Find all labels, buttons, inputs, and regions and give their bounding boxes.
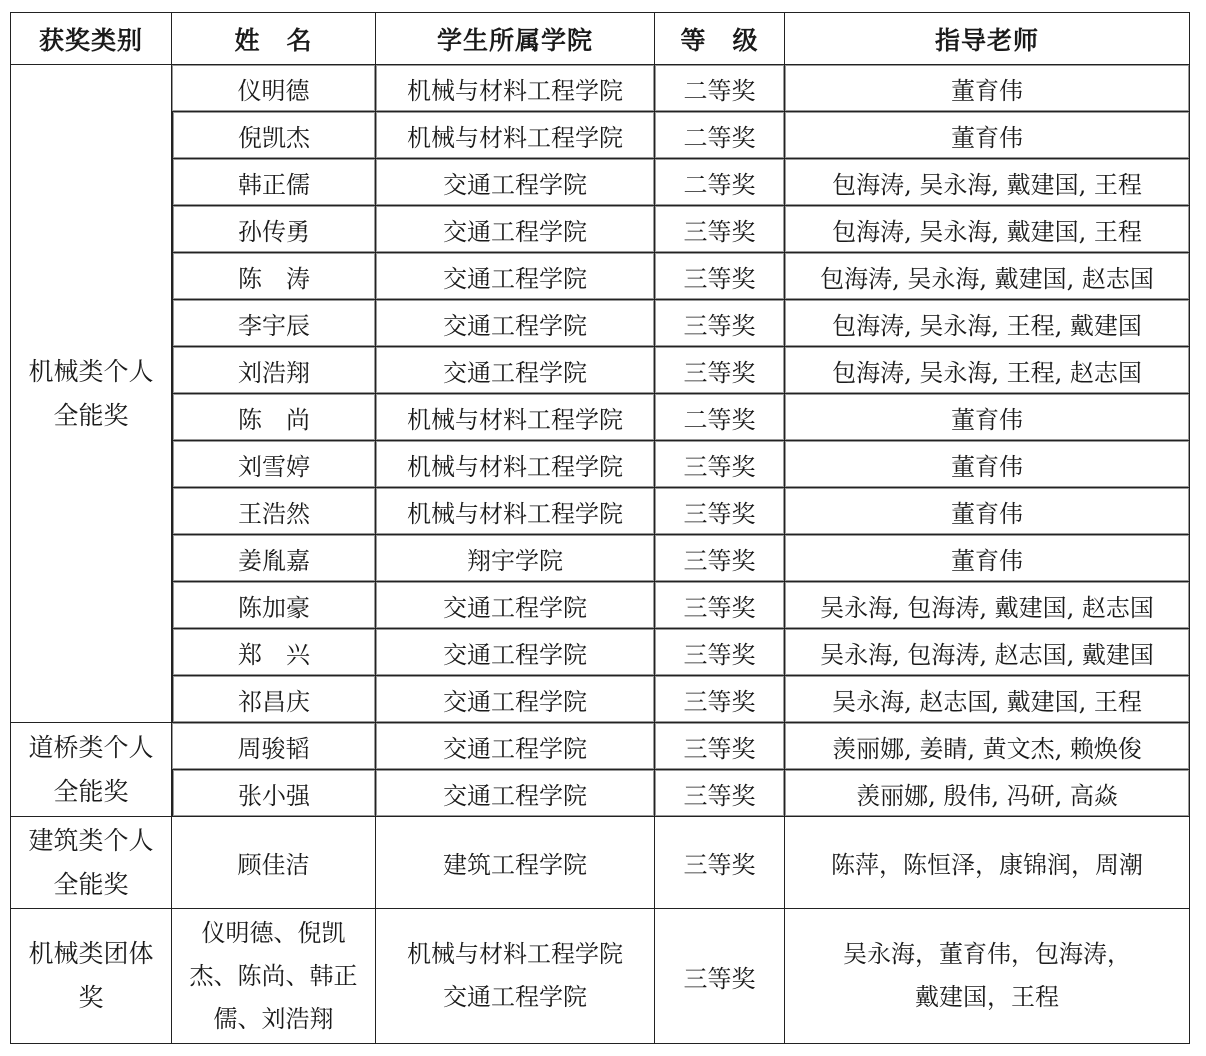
category-line: 全能奖	[53, 869, 129, 899]
advisor: 吴永海, 包海涛, 戴建国, 赵志国	[785, 582, 1190, 629]
student-college: 交通工程学院	[376, 582, 655, 629]
award-level: 三等奖	[655, 770, 785, 817]
student-college: 交通工程学院	[376, 159, 655, 206]
name-line: 杰、陈尚、韩正	[189, 961, 358, 990]
advisor: 陈萍，陈恒泽，康锦润，周潮	[785, 817, 1190, 909]
table-row	[10, 347, 1190, 394]
category-line: 机械类个人	[28, 356, 154, 386]
award-level: 二等奖	[655, 394, 785, 441]
award-level: 三等奖	[655, 723, 785, 770]
table-body	[10, 65, 1190, 1044]
advisor-line: 吴永海，董育伟，包海涛，	[843, 940, 1131, 968]
table-row	[10, 535, 1190, 582]
student-college: 交通工程学院	[376, 347, 655, 394]
table-row	[10, 394, 1190, 441]
category-line: 道桥类个人	[28, 732, 154, 762]
award-table-container	[10, 12, 1190, 1044]
student-name: 刘浩翔	[172, 347, 376, 394]
name-line: 仪明德、倪凯	[201, 918, 346, 947]
award-level: 三等奖	[655, 817, 785, 909]
table-row	[10, 770, 1190, 817]
category-cell	[10, 723, 172, 817]
category-line: 奖	[78, 983, 104, 1012]
advisor: 董育伟	[785, 441, 1190, 488]
student-name: 顾佳洁	[172, 817, 376, 909]
college-line: 交通工程学院	[443, 983, 587, 1011]
award-level: 三等奖	[655, 909, 785, 1044]
student-college: 机械与材料工程学院	[376, 441, 655, 488]
advisor: 董育伟	[785, 112, 1190, 159]
advisor: 包海涛, 吴永海, 王程, 戴建国	[785, 300, 1190, 347]
advisor: 董育伟	[785, 535, 1190, 582]
student-college: 交通工程学院	[376, 253, 655, 300]
student-college: 交通工程学院	[376, 770, 655, 817]
award-level: 三等奖	[655, 206, 785, 253]
table-row	[10, 65, 1190, 112]
header-level: 等 级	[655, 12, 785, 65]
student-college: 翔宇学院	[376, 535, 655, 582]
category-cell	[10, 817, 172, 909]
table-row	[10, 909, 1190, 1044]
category-cell	[10, 65, 172, 723]
student-name: 周骏韬	[172, 723, 376, 770]
student-name: 孙传勇	[172, 206, 376, 253]
award-level: 三等奖	[655, 347, 785, 394]
student-college: 建筑工程学院	[376, 817, 655, 909]
award-level: 三等奖	[655, 300, 785, 347]
student-college: 交通工程学院	[376, 206, 655, 253]
student-name: 姜胤嘉	[172, 535, 376, 582]
category-line: 全能奖	[53, 400, 129, 430]
college-line: 机械与材料工程学院	[407, 940, 623, 968]
advisor: 包海涛, 吴永海, 戴建国, 王程	[785, 159, 1190, 206]
advisor: 董育伟	[785, 394, 1190, 441]
student-name: 仪明德	[172, 65, 376, 112]
award-level: 二等奖	[655, 159, 785, 206]
advisor: 羡丽娜, 殷伟, 冯研, 高焱	[785, 770, 1190, 817]
student-college: 机械与材料工程学院	[376, 394, 655, 441]
name-line: 儒、刘浩翔	[213, 1004, 334, 1033]
table-row	[10, 206, 1190, 253]
student-name: 韩正儒	[172, 159, 376, 206]
award-level: 二等奖	[655, 112, 785, 159]
student-college	[376, 909, 655, 1044]
header-advisor: 指导老师	[785, 12, 1190, 65]
table-row	[10, 582, 1190, 629]
student-college: 机械与材料工程学院	[376, 65, 655, 112]
award-level: 三等奖	[655, 253, 785, 300]
student-college: 交通工程学院	[376, 723, 655, 770]
advisor: 董育伟	[785, 488, 1190, 535]
advisor-line: 戴建国，王程	[915, 983, 1059, 1011]
student-name: 郑 兴	[172, 629, 376, 676]
advisor: 吴永海, 赵志国, 戴建国, 王程	[785, 676, 1190, 723]
table-row	[10, 253, 1190, 300]
table-row	[10, 817, 1190, 909]
student-name: 祁昌庆	[172, 676, 376, 723]
table-row	[10, 723, 1190, 770]
category-line: 机械类团体	[28, 939, 154, 968]
advisor: 包海涛, 吴永海, 戴建国, 王程	[785, 206, 1190, 253]
student-name: 陈加豪	[172, 582, 376, 629]
award-level: 三等奖	[655, 488, 785, 535]
award-level: 三等奖	[655, 629, 785, 676]
student-college: 机械与材料工程学院	[376, 112, 655, 159]
award-level: 三等奖	[655, 535, 785, 582]
student-name: 王浩然	[172, 488, 376, 535]
table-header	[10, 12, 1190, 65]
header-name: 姓 名	[172, 12, 376, 65]
award-level: 三等奖	[655, 441, 785, 488]
student-name	[172, 909, 376, 1044]
student-college: 机械与材料工程学院	[376, 488, 655, 535]
table-row	[10, 676, 1190, 723]
student-college: 交通工程学院	[376, 629, 655, 676]
student-name: 刘雪婷	[172, 441, 376, 488]
student-name: 李宇辰	[172, 300, 376, 347]
table-row	[10, 159, 1190, 206]
category-cell	[10, 909, 172, 1044]
award-level: 三等奖	[655, 582, 785, 629]
student-college: 交通工程学院	[376, 300, 655, 347]
student-name: 倪凯杰	[172, 112, 376, 159]
header-category: 获奖类别	[10, 12, 172, 65]
table-row	[10, 300, 1190, 347]
advisor: 董育伟	[785, 65, 1190, 112]
table-row	[10, 488, 1190, 535]
award-level: 三等奖	[655, 676, 785, 723]
table-row	[10, 112, 1190, 159]
student-name: 张小强	[172, 770, 376, 817]
table-row	[10, 629, 1190, 676]
advisor: 包海涛, 吴永海, 王程, 赵志国	[785, 347, 1190, 394]
header-row	[10, 12, 1190, 65]
student-name: 陈 涛	[172, 253, 376, 300]
advisor: 包海涛, 吴永海, 戴建国, 赵志国	[785, 253, 1190, 300]
advisor: 吴永海, 包海涛, 赵志国, 戴建国	[785, 629, 1190, 676]
award-table	[10, 12, 1190, 1044]
category-line: 建筑类个人	[28, 825, 154, 855]
advisor	[785, 909, 1190, 1044]
award-level: 二等奖	[655, 65, 785, 112]
category-line: 全能奖	[53, 776, 129, 806]
advisor: 羡丽娜, 姜睛, 黄文杰, 赖焕俊	[785, 723, 1190, 770]
student-name: 陈 尚	[172, 394, 376, 441]
table-row	[10, 441, 1190, 488]
student-college: 交通工程学院	[376, 676, 655, 723]
header-college: 学生所属学院	[376, 12, 655, 65]
